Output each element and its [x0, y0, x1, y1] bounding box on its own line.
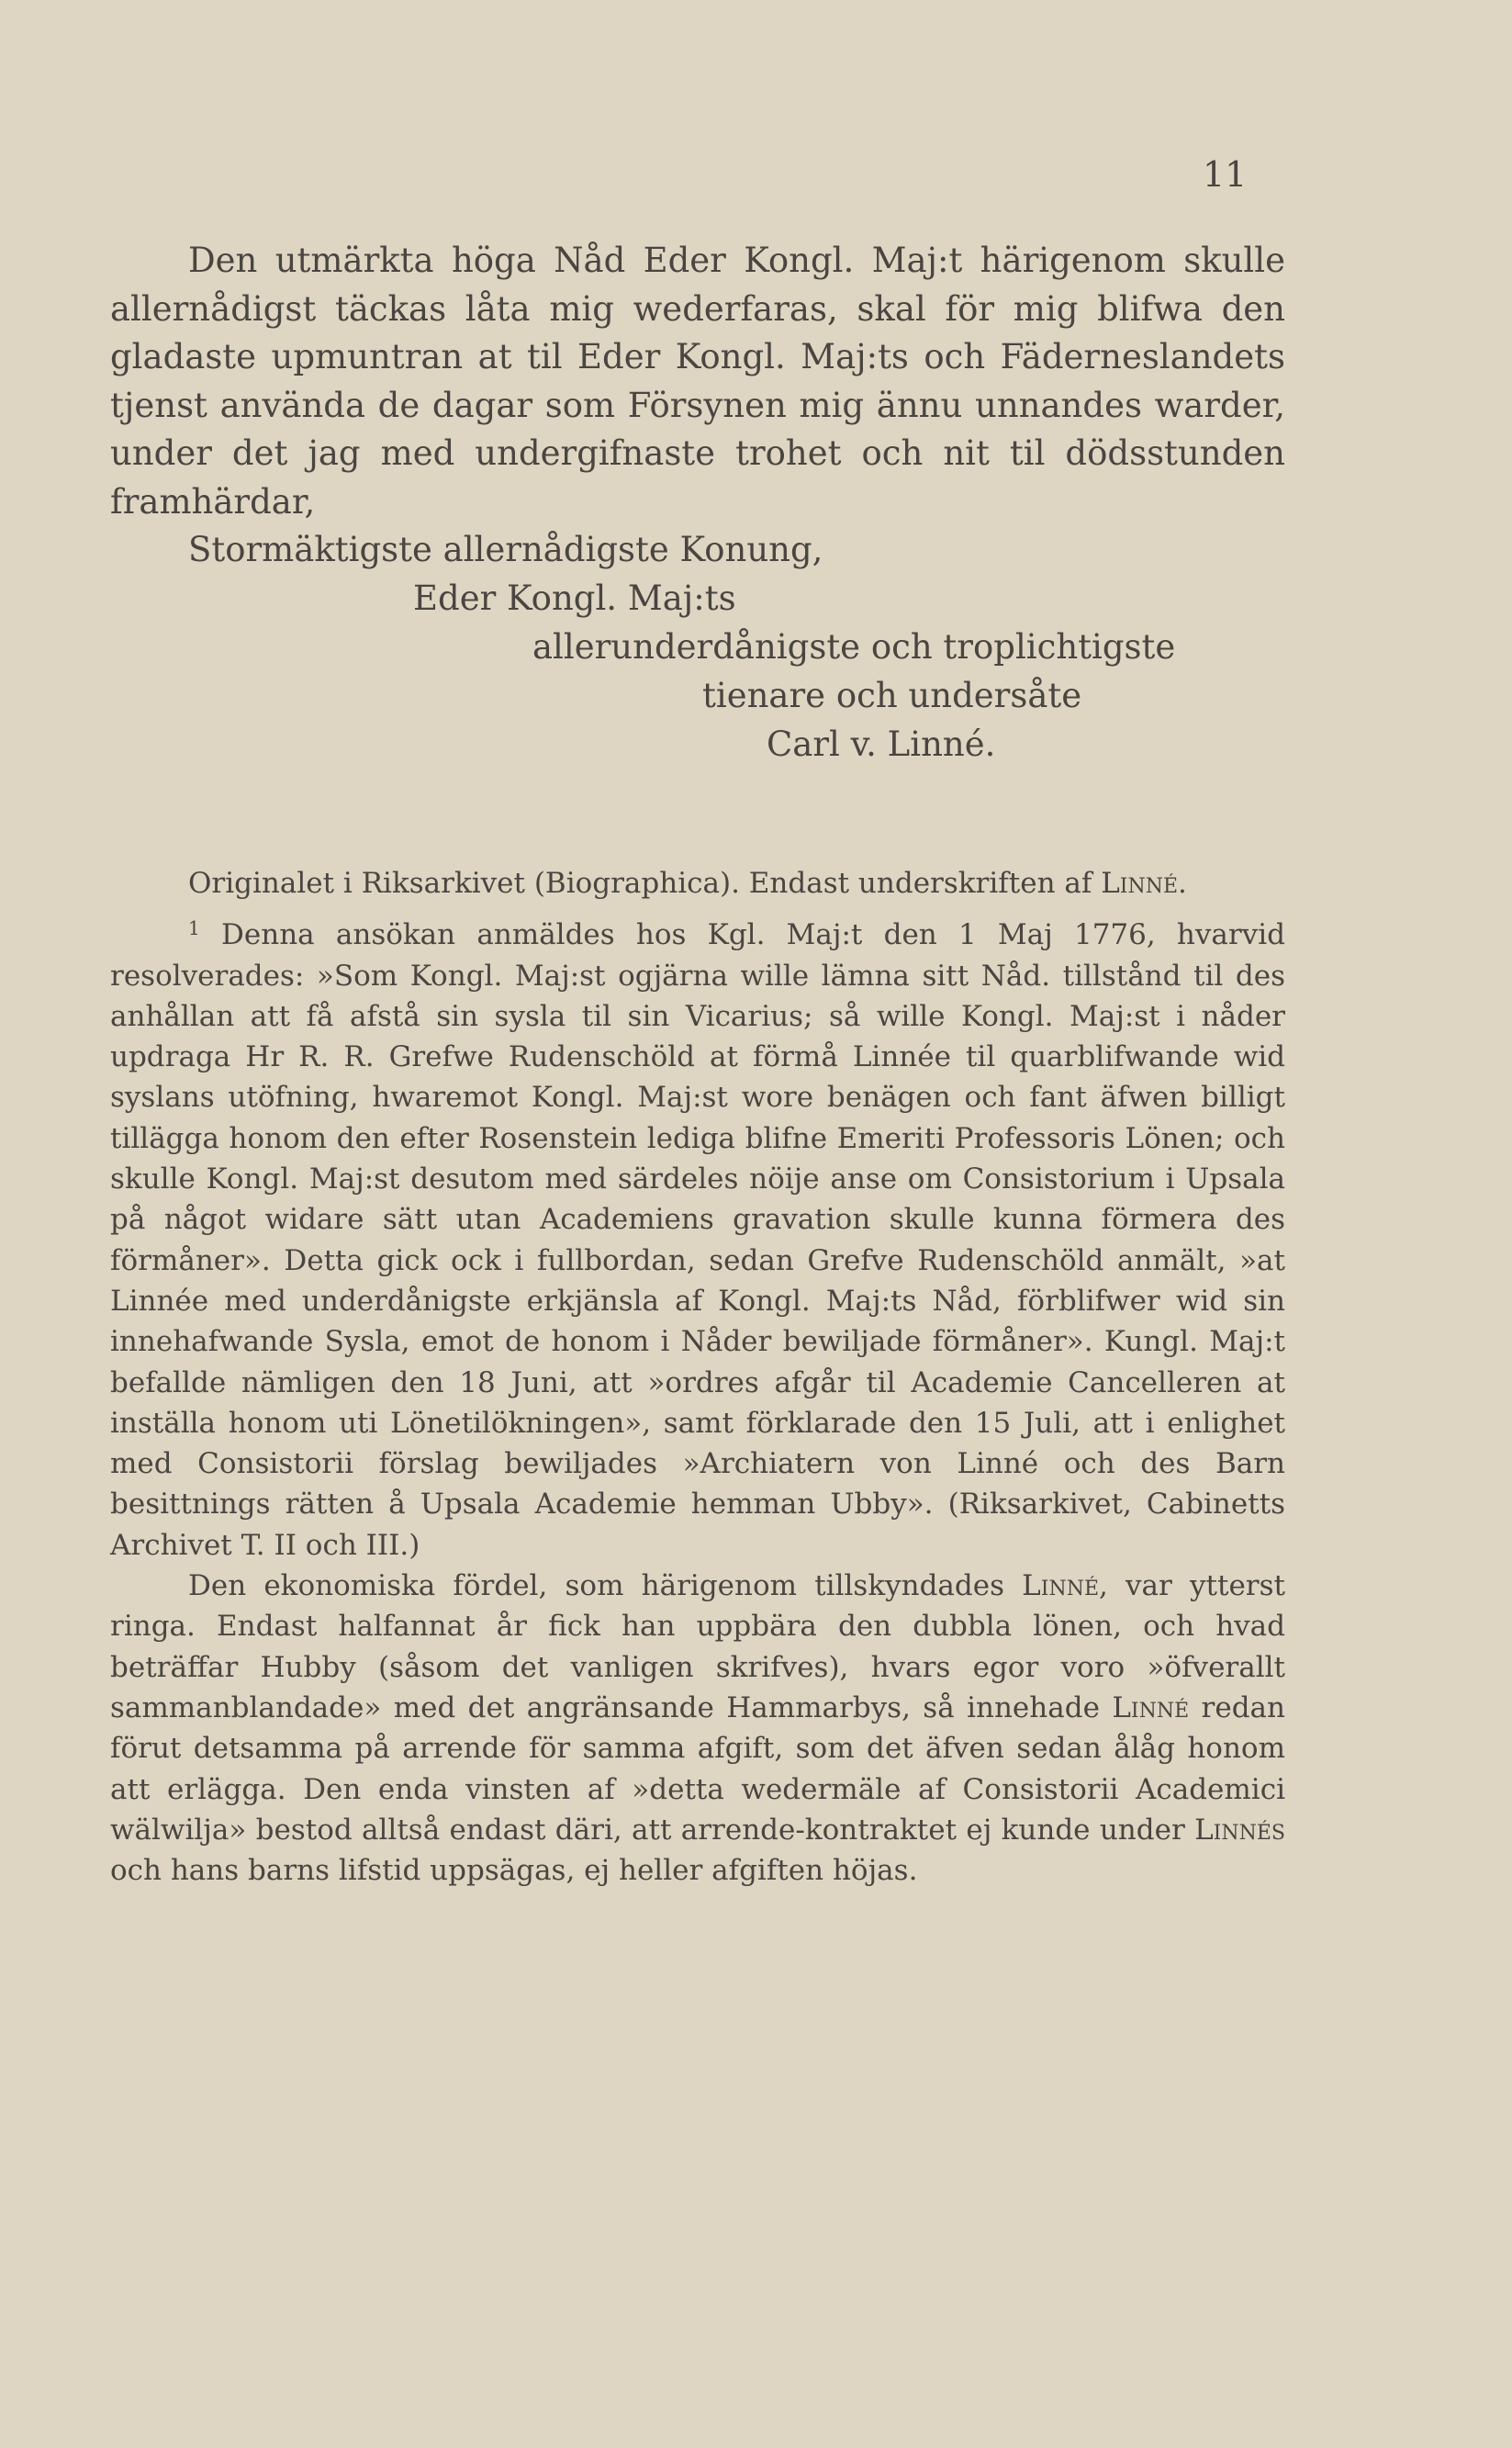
closing-humility: allerunderdånigste och troplichtigste	[532, 627, 1176, 667]
letter-closing	[110, 526, 1285, 769]
editorial-notes	[110, 863, 1285, 1891]
letter-text	[110, 237, 1285, 769]
footnote-1-text: Denna ansökan anmäldes hos Kgl. Maj:t den 1 Maj 1776, hvarvid resolverades: »Som Kongl. Maj:st ogjärna wille lämna sitt Nåd. tillstånd til des anhållan att få afstå sin sysla til sin Vicarius; så wille Kongl. Maj:st i nåder updraga Hr R. R. Grefwe Rudenschöld at förmå Linnée til quarblifwande wid syslans utöfning, hwaremot Kongl. Maj:st wore benägen och fant äfwen billigt tillägga honom den efter Rosenstein lediga blifne Emeriti Professoris Lönen; och skulle Kongl. Maj:st desutom med särdeles nöije anse om Consistorium i Upsala på något widare sätt utan Academiens gravation skulle kunna förmera des förmåner». Detta gick ock i fullbordan, sedan Grefve Rudenschöld anmält, »at Linnée med underdånigste erkjänsla af Kongl. Maj:ts Nåd, förblifwer wid sin innehafwande Sysla, emot de honom i Nåder bewiljade förmåner». Kungl. Maj:t befallde nämligen den 18 Juni, att »ordres afgår til Academie Cancelleren at inställa honom uti Lönetilökningen», samt förklarade den 15 Juli, att i enlighet med Consistorii förslag bewiljades »Archiatern von Linné och des Barn besittnings rätten å Upsala Academie hemman Ubby». (Riksarkivet, Cabinetts Archivet T. II och III.)	[110, 918, 1285, 1562]
commentary-text-1: Den ekonomiska fördel, som härigenom tillskyndades	[188, 1569, 1023, 1603]
footnote-1	[110, 915, 1285, 1566]
source-note-text: Originalet i Riksarkivet (Biographica). Endast underskriften af	[188, 867, 1102, 900]
closing-address: Eder Kongl. Maj:ts	[413, 578, 736, 618]
closing-salutation: Stormäktigste allernådigste Konung,	[188, 530, 823, 569]
commentary-name-1: Linné	[1022, 1569, 1100, 1603]
source-note-name: Linné	[1101, 867, 1179, 900]
letter-paragraph: Den utmärkta höga Nåd Eder Kongl. Maj:t härigenom skulle allernådigst täckas låta mig wederfaras, skal för mig blifwa den gladaste upmuntran at til Eder Kongl. Maj:ts och Fäderneslandets tjenst använda de dagar som Försynen mig ännu unnandes warder, under det jag med undergifnaste trohet och nit til dödsstunden framhärdar,	[110, 241, 1285, 522]
commentary-name-3: Linnés	[1194, 1813, 1285, 1847]
commentary-text-4: och hans barns lifstid uppsägas, ej heller afgiften höjas.	[110, 1854, 918, 1888]
footnote-marker: 1	[188, 917, 200, 940]
closing-signature: Carl v. Linné.	[767, 724, 996, 764]
commentary-text-3: redan förut detsamma på arrende för samma afgift, som det äfven sedan ålåg honom att erlägga. Den enda vinsten af »detta wedermäle af Consistorii Academici wälwilja» bestod alltså endast däri, att arrende-kontraktet ej kunde under	[110, 1690, 1285, 1847]
source-note-end: .	[1178, 867, 1187, 900]
commentary-paragraph	[110, 1566, 1285, 1891]
commentary-name-2: Linné	[1112, 1690, 1190, 1724]
closing-servant: tienare och undersåte	[702, 676, 1082, 715]
commentary-text-2: , var ytterst ringa. Endast halfannat år fick han uppbära den dubbla lönen, och hvad beträffar Hubby (såsom det vanligen skrifves), hvars egor voro »öfverallt sammanblandade» med det angränsande Hammarbys, så innehade	[110, 1569, 1285, 1724]
page-number: 11	[1203, 154, 1248, 195]
source-note	[110, 863, 1285, 904]
